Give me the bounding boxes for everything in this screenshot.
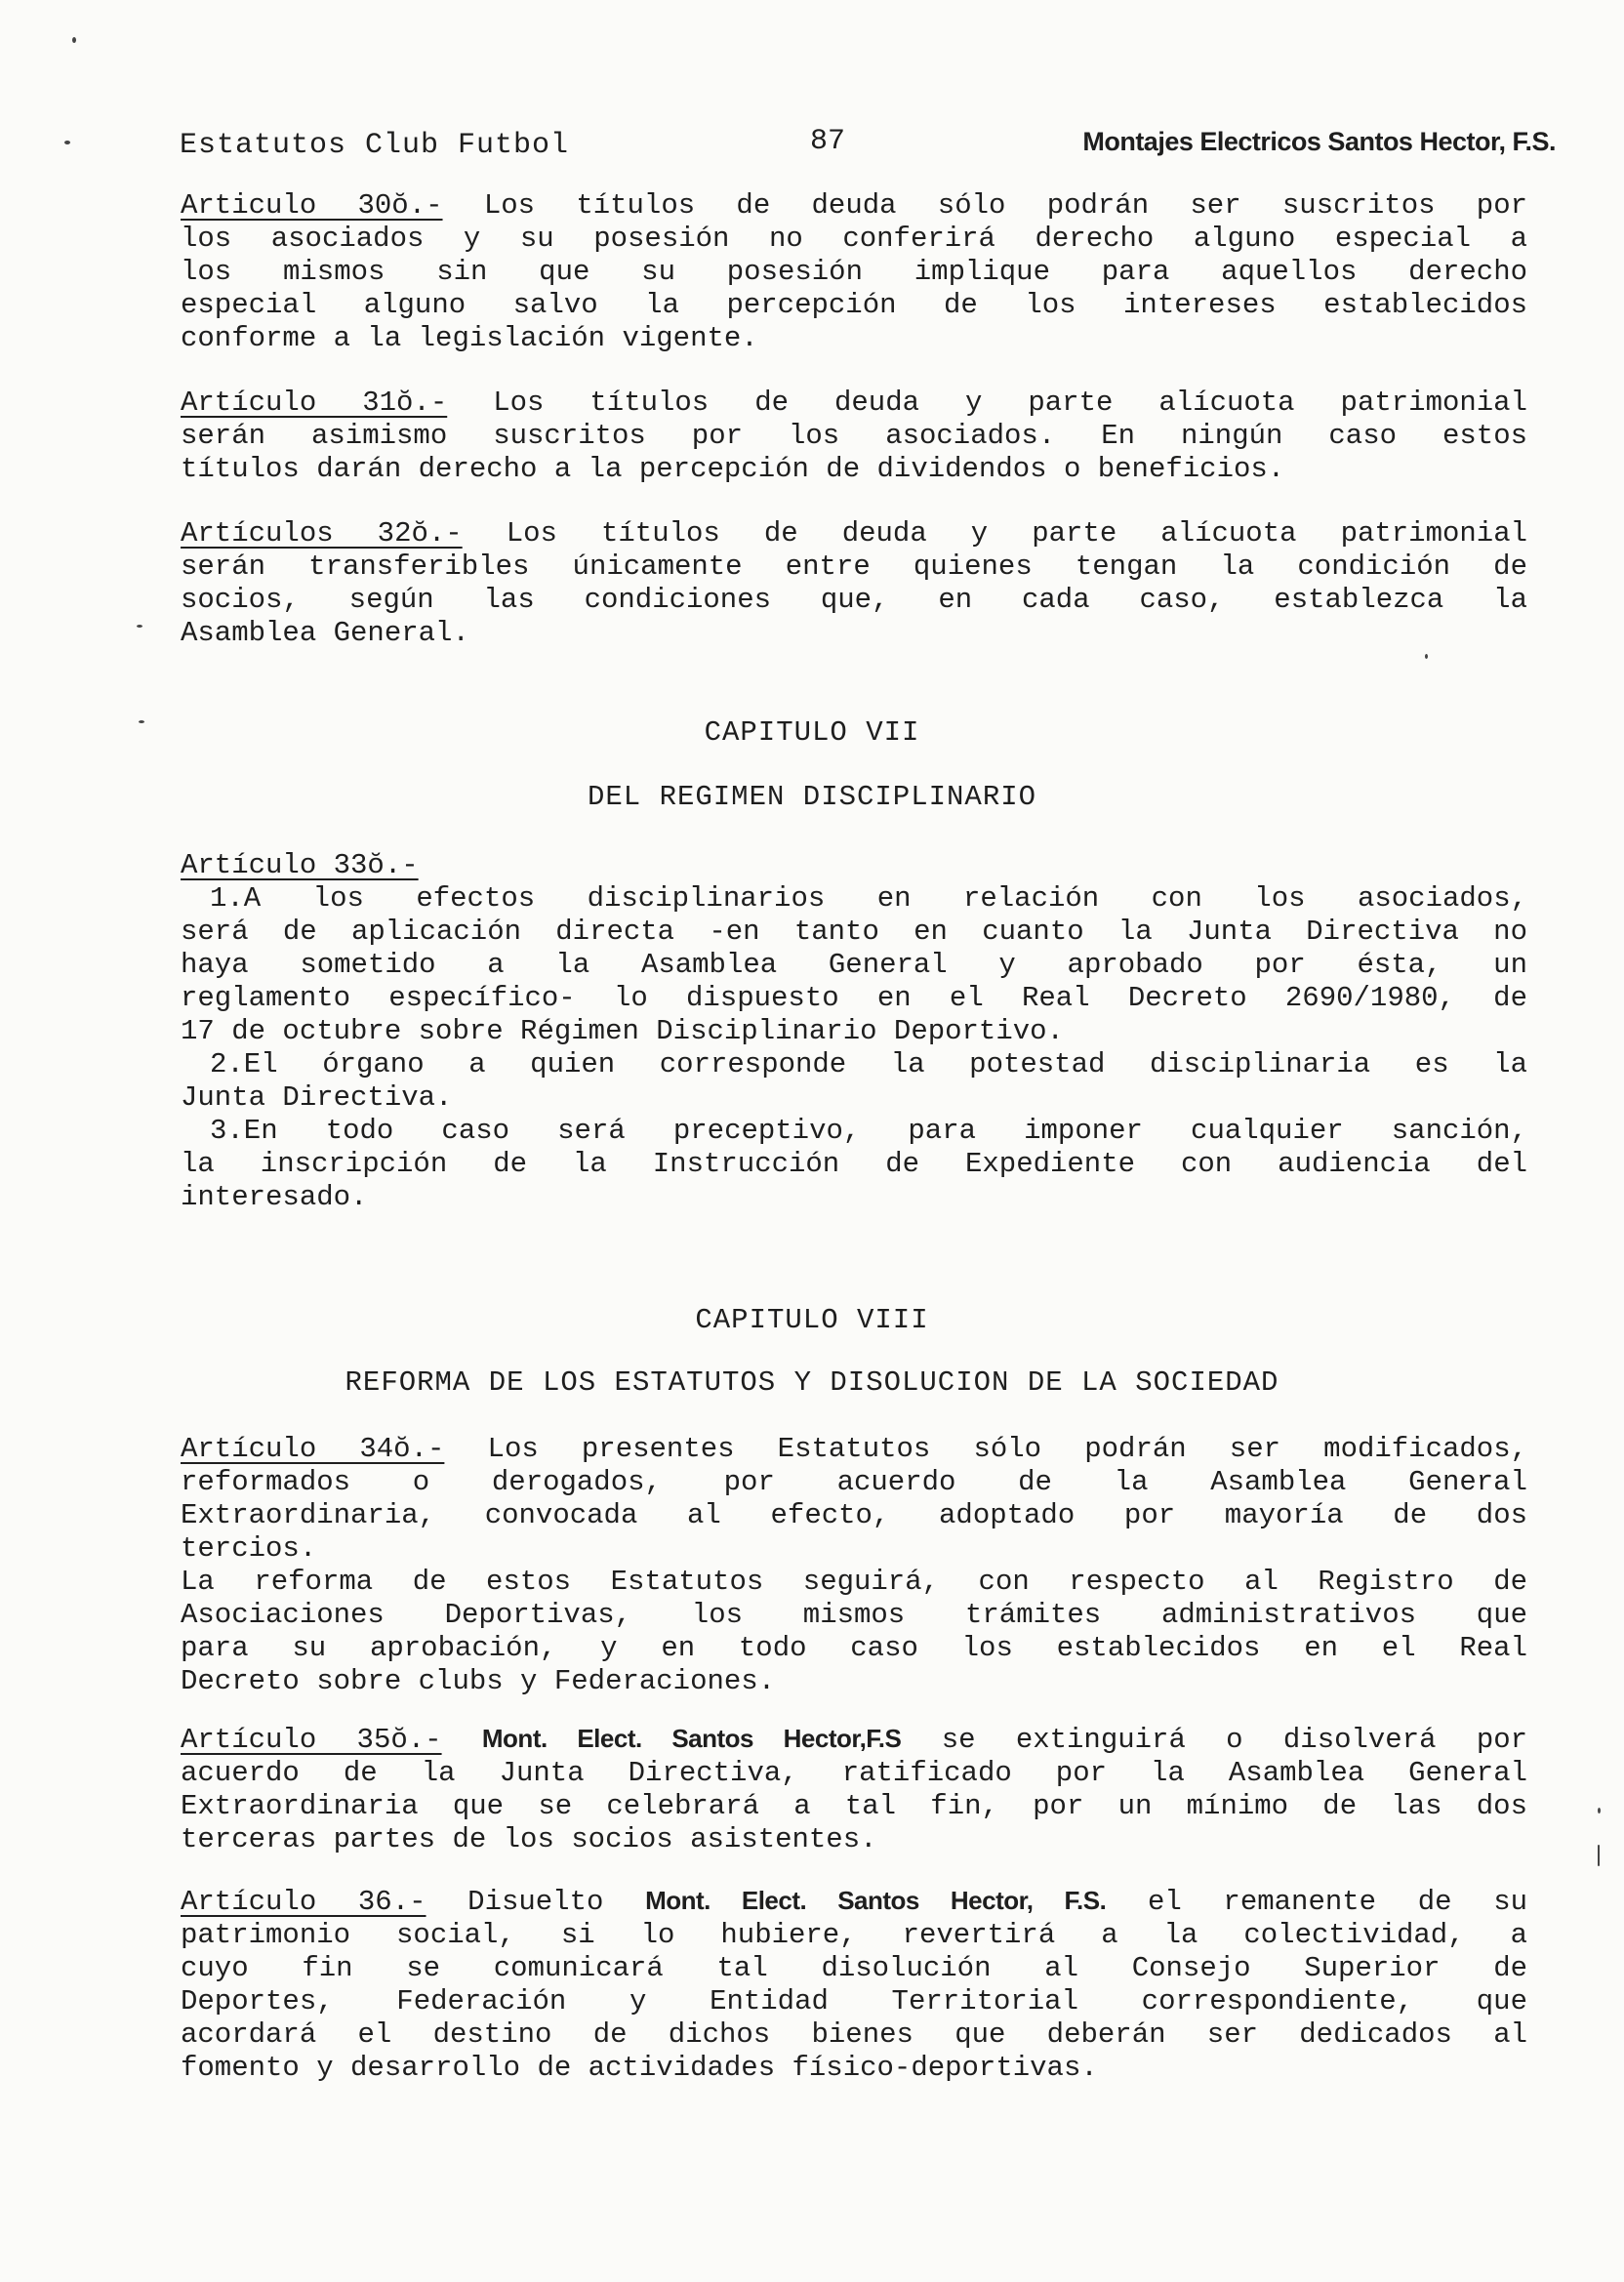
article-30-line-3: los mismos sin que su posesión implique para aquellos derecho xyxy=(181,256,1527,288)
article-32-line-4: Asamblea General. xyxy=(181,617,469,649)
scan-speck xyxy=(139,720,144,723)
article-34-line-3: Extraordinaria, convocada al efecto, adoptado por mayoría de dos xyxy=(181,1499,1527,1531)
article-33-label: Artículo 33ŏ.- xyxy=(181,849,419,881)
chapter-7-title: CAPITULO VII xyxy=(704,716,920,749)
article-36-pre: Disuelto xyxy=(467,1886,604,1918)
article-32-line-1: Los títulos de deuda y parte alícuota patrimonial xyxy=(506,517,1527,550)
article-35-line-1: se extinguirá o disolverá por xyxy=(941,1724,1528,1756)
article-30 xyxy=(181,189,1527,355)
article-32-label: Artículos 32ŏ.- xyxy=(181,517,463,550)
scan-speck xyxy=(1425,654,1428,659)
article-33-line-3: haya sometido a la Asamblea General y aprobado por ésta, un xyxy=(181,949,1527,981)
article-33-line-10: interesado. xyxy=(181,1181,368,1213)
article-30-line-1: Los títulos de deuda sólo podrán ser suscritos por xyxy=(483,189,1528,222)
scan-speck xyxy=(1598,1808,1601,1813)
article-36-line-4: Deportes, Federación y Entidad Territorial correspondiente, que xyxy=(181,1985,1527,2017)
article-34-line-4: tercios. xyxy=(181,1532,317,1565)
article-34-line-5: La reforma de estos Estatutos seguirá, con respecto al Registro de xyxy=(181,1566,1527,1598)
article-36-line-6: fomento y desarrollo de actividades físico-deportivas. xyxy=(181,2052,1098,2084)
article-31-line-1: Los títulos de deuda y parte alícuota patrimonial xyxy=(493,387,1527,419)
chapter-7-subtitle: DEL REGIMEN DISCIPLINARIO xyxy=(587,781,1037,813)
article-33-line-6: 2.El órgano a quien corresponde la potestad disciplinaria es la xyxy=(210,1048,1527,1080)
article-36-line-2: patrimonio social, si lo hubiere, revertirá a la colectividad, a xyxy=(181,1919,1527,1951)
page-number: 87 xyxy=(810,125,846,158)
article-31-line-3: títulos darán derecho a la percepción de dividendos o beneficios. xyxy=(181,453,1285,485)
article-36 xyxy=(181,1884,1527,2085)
article-30-line-4: especial alguno salvo la percepción de los intereses establecidos xyxy=(181,289,1527,321)
article-33-line-9: la inscripción de la Instrucción de Expediente con audiencia del xyxy=(181,1148,1527,1180)
article-30-label: Articulo 30ŏ.- xyxy=(181,189,443,222)
article-33-line-4: reglamento específico- lo dispuesto en el Real Decreto 2690/1980, de xyxy=(181,982,1527,1014)
chapter-8-subtitle: REFORMA DE LOS ESTATUTOS Y DISOLUCION DE LA SOCIEDAD xyxy=(345,1366,1279,1399)
article-35-label: Artículo 35ŏ.- xyxy=(181,1724,442,1756)
article-34 xyxy=(181,1433,1527,1698)
article-31 xyxy=(181,387,1527,486)
article-36-line-1: el remanente de su xyxy=(1147,1886,1527,1918)
article-33-line-2: será de aplicación directa -en tanto en cuanto la Junta Directiva no xyxy=(181,916,1527,948)
article-34-line-8: Decreto sobre clubs y Federaciones. xyxy=(181,1665,776,1697)
article-30-line-5: conforme a la legislación vigente. xyxy=(181,322,758,354)
article-31-label: Artículo 31ŏ.- xyxy=(181,387,448,419)
article-35-line-3: Extraordinaria que se celebrará a tal fin, por un mínimo de las dos xyxy=(181,1790,1527,1822)
scan-speck xyxy=(72,37,76,43)
article-34-label: Artículo 34ŏ.- xyxy=(181,1433,445,1465)
article-35 xyxy=(181,1722,1527,1856)
scan-speck xyxy=(1598,1845,1600,1866)
article-30-line-2: los asociados y su posesión no conferirá derecho alguno especial a xyxy=(181,223,1527,255)
article-35-line-2: acuerdo de la Junta Directiva, ratificado por la Asamblea General xyxy=(181,1757,1527,1789)
article-34-line-6: Asociaciones Deportivas, los mismos trámites administrativos que xyxy=(181,1599,1527,1631)
firm-name: Mont. Elect. Santos Hector,F.S xyxy=(481,1724,902,1753)
article-33-line-5: 17 de octubre sobre Régimen Disciplinario Deportivo. xyxy=(181,1015,1064,1047)
article-34-line-2: reformados o derogados, por acuerdo de la Asamblea General xyxy=(181,1466,1527,1498)
article-36-line-3: cuyo fin se comunicará tal disolución al Consejo Superior de xyxy=(181,1952,1527,1984)
article-35-line-4: terceras partes de los socios asistentes. xyxy=(181,1823,877,1855)
article-34-line-1: Los presentes Estatutos sólo podrán ser modificados, xyxy=(487,1433,1527,1465)
article-33 xyxy=(181,849,1527,1214)
scan-speck xyxy=(64,141,70,144)
article-32 xyxy=(181,517,1527,650)
chapter-8-title: CAPITULO VIII xyxy=(695,1304,929,1336)
article-36-label: Artículo 36.- xyxy=(181,1886,426,1918)
article-33-line-8: 3.En todo caso será preceptivo, para imponer cualquier sanción, xyxy=(210,1115,1527,1147)
firm-name: Mont. Elect. Santos Hector, F.S. xyxy=(645,1886,1107,1915)
article-34-line-7: para su aprobación, y en todo caso los establecidos en el Real xyxy=(181,1632,1527,1664)
article-31-line-2: serán asimismo suscritos por los asociados. En ningún caso estos xyxy=(181,420,1527,452)
article-32-line-3: socios, según las condiciones que, en cada caso, establezca la xyxy=(181,584,1527,616)
header-company: Montajes Electricos Santos Hector, F.S. xyxy=(1082,127,1556,156)
article-33-line-7: Junta Directiva. xyxy=(181,1081,453,1114)
scan-speck xyxy=(137,625,142,628)
article-32-line-2: serán transferibles únicamente entre quienes tengan la condición de xyxy=(181,550,1527,583)
header-title: Estatutos Club Futbol xyxy=(180,129,570,162)
article-36-line-5: acordará el destino de dichos bienes que deberán ser dedicados al xyxy=(181,2018,1527,2051)
article-33-line-1: 1.A los efectos disciplinarios en relación con los asociados, xyxy=(210,882,1527,915)
